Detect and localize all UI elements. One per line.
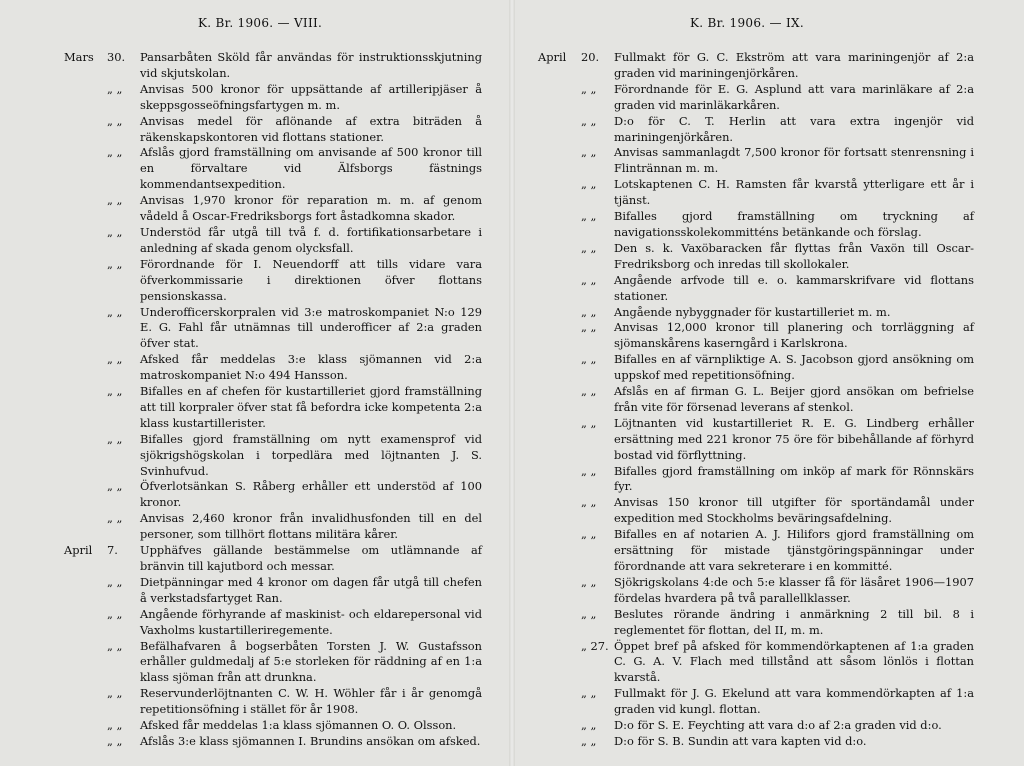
entry-day: „ „ bbox=[581, 240, 597, 255]
entry-day: „ „ bbox=[581, 209, 597, 224]
entry bbox=[64, 479, 482, 511]
entry bbox=[64, 432, 482, 480]
entry-day: „ „ bbox=[107, 574, 123, 589]
entry bbox=[64, 543, 482, 575]
entry-text: Anvisas 150 kronor till utgifter för sportändamål under expedition med Stockholms beväringsafdelning. bbox=[614, 495, 974, 526]
entry-text: Afslås en af firman G. L. Beijer gjord ansökan om befrielse från vite för försenad leverans af stenkol. bbox=[614, 384, 974, 414]
entry-text: D:o för C. T. Herlin att vara extra ingenjör vid mariningenjörkåren. bbox=[614, 113, 974, 144]
entry bbox=[538, 607, 974, 639]
entry bbox=[538, 273, 974, 305]
entry-day: „ „ bbox=[107, 145, 123, 160]
entry-day: „ „ bbox=[107, 352, 123, 367]
entry bbox=[64, 193, 482, 225]
entry-text: Öfverlotsänkan S. Råberg erhåller ett understöd af 100 kronor. bbox=[140, 479, 482, 510]
entry-text: Bifalles gjord framställning om nytt examensprof vid sjökrigshögskolan i torpedlära med löjtnanten J. S. Svinhufvud. bbox=[140, 431, 482, 478]
entry bbox=[64, 352, 482, 384]
entry-day: „ „ bbox=[581, 81, 597, 96]
entry-text: D:o för S. B. Sundin att vara kapten vid d:o. bbox=[614, 733, 867, 748]
entry-day: „ „ bbox=[581, 304, 597, 319]
entry-text: Afsked får meddelas 1:a klass sjömannen O. O. Olsson. bbox=[140, 718, 457, 733]
entry bbox=[64, 511, 482, 543]
entry-text: Dietpänningar med 4 kronor om dagen får utgå till chefen å verkstadsfartyget Ran. bbox=[140, 574, 482, 605]
entry-day: „ „ bbox=[107, 113, 123, 128]
entry-text: Anvisas 2,460 kronor från invalidhusfonden till en del personer, som tillhört flottans militära kårer. bbox=[140, 511, 482, 542]
entry-day: „ „ bbox=[107, 733, 123, 748]
entry-day: „ „ bbox=[107, 606, 123, 621]
entry bbox=[64, 50, 482, 82]
entry-day: „ „ bbox=[581, 463, 597, 478]
entry-text: Bifalles en af notarien A. J. Hilifors gjord framställning om ersättning för mistade tjänstgöringspänningar under förordnande att vara sekreterare i en kommitté. bbox=[614, 527, 974, 573]
entry bbox=[538, 320, 974, 352]
entry-day: „ „ bbox=[581, 686, 597, 701]
entry-day: 30. bbox=[107, 50, 126, 64]
entry-day: „ 27. bbox=[581, 638, 609, 653]
entry bbox=[538, 82, 974, 114]
entry-day: „ „ bbox=[581, 415, 597, 430]
entry bbox=[538, 416, 974, 464]
entry-day: „ „ bbox=[107, 479, 123, 494]
entry-day: „ „ bbox=[581, 733, 597, 748]
entry-text: Understöd får utgå till två f. d. fortifikationsarbetare i anledning af skada genom olycksfall. bbox=[140, 224, 482, 255]
entry-text: Fullmakt för J. G. Ekelund att vara kommendörkapten af 1:a graden vid kungl. flottan. bbox=[614, 686, 974, 717]
entry-text: Afsked får meddelas 3:e klass sjömannen vid 2:a matroskompaniet N:o 494 Hansson. bbox=[140, 352, 482, 383]
entry bbox=[538, 718, 974, 734]
entry bbox=[64, 305, 482, 353]
entry-text: Pansarbåten Sköld får användas för instruktionsskjutning vid skjutskolan. bbox=[140, 50, 482, 80]
entry-day: „ „ bbox=[107, 224, 123, 239]
entry bbox=[64, 225, 482, 257]
entry-day: „ „ bbox=[107, 304, 123, 319]
entry-text: Beslutes rörande ändring i anmärkning 2 till bil. 8 i reglementet för flottan, del II, m. m. bbox=[614, 606, 974, 637]
entry-day: „ „ bbox=[107, 638, 123, 653]
entry-text: Angående arfvode till e. o. kammarskrifvare vid flottans stationer. bbox=[614, 272, 974, 303]
entry bbox=[64, 734, 482, 750]
entry-day: „ „ bbox=[581, 177, 597, 192]
entry bbox=[64, 718, 482, 734]
entry bbox=[64, 145, 482, 193]
entry-day: „ „ bbox=[581, 606, 597, 621]
entry-day: „ „ bbox=[581, 352, 597, 367]
entry bbox=[538, 639, 974, 687]
entry-day: 7. bbox=[107, 543, 118, 558]
entry-day: „ „ bbox=[107, 256, 123, 271]
entry-text: Angående förhyrande af maskinist- och eldarepersonal vid Vaxholms kustartilleriregemente. bbox=[140, 606, 482, 637]
entry bbox=[538, 464, 974, 496]
entries-right bbox=[538, 50, 974, 750]
entry bbox=[64, 82, 482, 114]
entry-day: „ „ bbox=[581, 574, 597, 589]
entry-text: Bifalles gjord framställning om inköp af mark för Rönnskärs fyr. bbox=[614, 463, 974, 494]
entry-text: Öppet bref på afsked för kommendörkaptenen af 1:a graden C. G. A. V. Flach med tillstånd att såsom lönlös i flottan kvarstå. bbox=[614, 638, 974, 685]
entry-day: „ „ bbox=[107, 511, 123, 526]
entry-text: Bifalles gjord framställning om tryckning af navigationsskolekommitténs betänkande och förslag. bbox=[614, 209, 974, 239]
entry-text: Fullmakt för G. C. Ekström att vara mariningenjör af 2:a graden vid mariningenjörkåren. bbox=[614, 50, 974, 80]
entry bbox=[64, 384, 482, 432]
entry-day: „ „ bbox=[581, 113, 597, 128]
entry-text: Anvisas 12,000 kronor till planering och torrläggning af sjömanskårens kaserngård i Karlskrona. bbox=[614, 320, 974, 351]
entry-day: „ „ bbox=[107, 431, 123, 446]
entry bbox=[64, 114, 482, 146]
entry bbox=[538, 50, 974, 82]
entry-day: „ „ bbox=[581, 320, 597, 335]
entry bbox=[538, 145, 974, 177]
entry-day: „ „ bbox=[581, 145, 597, 160]
entry-text: Underofficerskorpralen vid 3:e matroskompaniet N:o 129 E. G. Fahl får utnämnas till underofficer af 2:a graden öfver stat. bbox=[140, 304, 482, 351]
entry bbox=[64, 607, 482, 639]
entry-text: Afslås gjord framställning om anvisande af 500 kronor till en förvaltare vid Älfsborgs fästnings kommendantsexpedition. bbox=[140, 145, 482, 192]
entry-day: „ „ bbox=[107, 686, 123, 701]
entry-month: Mars bbox=[64, 50, 94, 64]
page-header-left: K. Br. 1906. — VIII. bbox=[198, 16, 323, 30]
entry bbox=[538, 241, 974, 273]
entry bbox=[538, 209, 974, 241]
entry-day: „ „ bbox=[107, 193, 123, 208]
entry-text: Bifalles en af värnpliktige A. S. Jacobson gjord ansökning om uppskof med repetitionsöfning. bbox=[614, 352, 974, 383]
entry-day: „ „ bbox=[107, 384, 123, 399]
entry-text: Angående nybyggnader för kustartilleriet m. m. bbox=[614, 304, 891, 319]
entry bbox=[538, 352, 974, 384]
entry-text: Anvisas sammanlagdt 7,500 kronor för fortsatt stenrensning i Flintrännan m. m. bbox=[614, 145, 974, 176]
entry-text: Anvisas 1,970 kronor för reparation m. m. af genom vådeld å Oscar-Fredriksborgs fort åstadkomna skador. bbox=[140, 193, 482, 224]
entry-day: „ „ bbox=[581, 384, 597, 399]
entry bbox=[538, 527, 974, 575]
entry bbox=[538, 686, 974, 718]
entry bbox=[538, 114, 974, 146]
entry-text: Anvisas medel för aflönande af extra biträden å räkenskapskontoren vid flottans stationer. bbox=[140, 113, 482, 144]
entry-text: Bifalles en af chefen för kustartilleriet gjord framställning att till korpraler öfver stat få befordra icke kompetenta 2:a klass kustartillerister. bbox=[140, 384, 482, 430]
entry-day: „ „ bbox=[581, 527, 597, 542]
entry bbox=[64, 686, 482, 718]
entry-text: Löjtnanten vid kustartilleriet R. E. G. Lindberg erhåller ersättning med 221 kronor 75 öre för bibehållande af förhyrd bostad vid förflyttning. bbox=[614, 415, 974, 462]
entry-text: Sjökrigskolans 4:de och 5:e klasser få för läsåret 1906—1907 fördelas hvardera på två parallellklasser. bbox=[614, 574, 974, 605]
entry-day: „ „ bbox=[107, 718, 123, 733]
page-header-right: K. Br. 1906. — IX. bbox=[690, 16, 804, 30]
entry-day: „ „ bbox=[581, 272, 597, 287]
entry-text: Befälhafvaren å bogserbåten Torsten J. W. Gustafsson erhåller guldmedalj af 5:e storleken för räddning af en 1:a klass sjöman från att drunkna. bbox=[140, 638, 482, 685]
entry-day: „ „ bbox=[581, 718, 597, 733]
entry-text: Förordnande för I. Neuendorff att tills vidare vara öfverkommissarie i direktionen öfver flottans pensionskassa. bbox=[140, 256, 482, 303]
entry-text: Reservunderlöjtnanten C. W. H. Wöhler får i år genomgå repetitionsöfning i stället för år 1908. bbox=[140, 686, 482, 717]
entry-text: Förordnande för E. G. Asplund att vara marinläkare af 2:a graden vid marinläkarkåren. bbox=[614, 81, 974, 112]
entry-month: April bbox=[538, 50, 567, 64]
entry bbox=[538, 384, 974, 416]
entry bbox=[538, 177, 974, 209]
entry-text: Upphäfves gällande bestämmelse om utlämnande af bränvin till kajutbord och messar. bbox=[140, 543, 482, 573]
entries-left bbox=[64, 50, 482, 750]
entry bbox=[64, 257, 482, 305]
entry-text: Den s. k. Vaxöbaracken får flyttas från Vaxön till Oscar-Fredriksborg och inredas till skollokaler. bbox=[614, 240, 974, 271]
entry-text: D:o för S. E. Feychting att vara d:o af 2:a graden vid d:o. bbox=[614, 718, 942, 733]
entry-text: Afslås 3:e klass sjömannen I. Brundins ansökan om afsked. bbox=[140, 733, 481, 748]
entry-day: „ „ bbox=[107, 81, 123, 96]
entry-text: Lotskaptenen C. H. Ramsten får kvarstå ytterligare ett år i tjänst. bbox=[614, 177, 974, 208]
entry-month: April bbox=[64, 543, 93, 558]
entry bbox=[538, 495, 974, 527]
entry bbox=[538, 305, 974, 321]
entry bbox=[538, 575, 974, 607]
entry bbox=[64, 639, 482, 687]
entry-text: Anvisas 500 kronor för uppsättande af artilleripjäser å skeppsgosseöfningsfartygen m. m. bbox=[140, 81, 482, 112]
entry bbox=[64, 575, 482, 607]
right-page bbox=[512, 0, 1024, 766]
entry-day: „ „ bbox=[581, 495, 597, 510]
entry-day: 20. bbox=[581, 50, 600, 64]
entry bbox=[538, 734, 974, 750]
